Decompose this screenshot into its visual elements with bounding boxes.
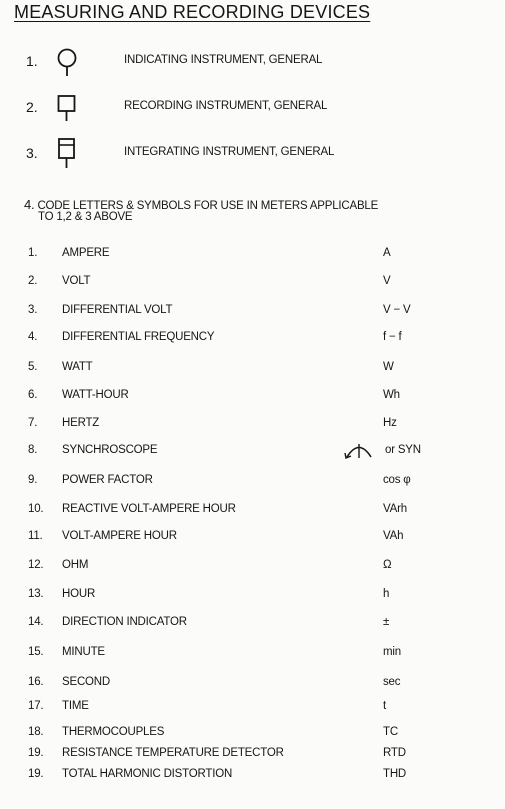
note-line-2: TO 1,2 & 3 ABOVE [38, 211, 133, 223]
code-number: 18. [28, 726, 44, 738]
code-row [0, 585, 505, 607]
symbol-row-recording [0, 89, 505, 129]
code-row [0, 765, 505, 787]
symbol-description: INDICATING INSTRUMENT, GENERAL [124, 54, 323, 66]
code-symbol: A [383, 247, 391, 259]
code-row [0, 643, 505, 665]
code-number: 15. [28, 646, 44, 658]
code-letters-note [24, 199, 378, 223]
code-name: REACTIVE VOLT-AMPERE HOUR [62, 503, 236, 515]
code-name: OHM [62, 559, 89, 571]
code-symbol: Wh [383, 389, 400, 401]
code-row [0, 414, 505, 436]
code-number: 19. [28, 747, 44, 759]
code-symbol: h [383, 588, 390, 600]
code-symbol: RTD [383, 747, 406, 759]
code-symbol: sec [383, 676, 401, 688]
note-line-1: CODE LETTERS & SYMBOLS FOR USE IN METERS APPLICABLE [37, 200, 379, 212]
code-symbol: TC [383, 726, 398, 738]
code-number: 9. [28, 474, 38, 486]
code-number: 17. [28, 700, 44, 712]
code-number: 12. [28, 559, 44, 571]
code-name: RESISTANCE TEMPERATURE DETECTOR [62, 747, 284, 759]
code-name: MINUTE [62, 646, 105, 658]
code-name: AMPERE [62, 247, 110, 259]
code-name: DIFFERENTIAL VOLT [62, 304, 173, 316]
code-name: TIME [62, 700, 89, 712]
code-row [0, 358, 505, 380]
code-symbol: f − f [383, 331, 402, 343]
note-number: 4. [24, 197, 35, 212]
code-number: 11. [28, 530, 43, 542]
code-number: 10. [28, 503, 44, 515]
code-number: 8. [28, 444, 38, 456]
symbol-description: INTEGRATING INSTRUMENT, GENERAL [124, 146, 335, 158]
code-number: 16. [28, 676, 44, 688]
code-name: SECOND [62, 676, 111, 688]
code-name: DIRECTION INDICATOR [62, 616, 187, 628]
code-name: HERTZ [62, 417, 100, 429]
code-name: WATT-HOUR [62, 389, 129, 401]
code-name: WATT [62, 361, 93, 373]
code-row [0, 441, 505, 463]
code-symbol: min [383, 646, 401, 658]
code-number: 4. [28, 331, 38, 343]
code-row [0, 272, 505, 294]
code-number: 2. [28, 275, 38, 287]
code-symbol: cos φ [383, 474, 411, 486]
synchroscope-text: or SYN [385, 444, 421, 457]
code-symbol: W [383, 361, 394, 373]
code-number: 7. [28, 417, 38, 429]
code-row [0, 697, 505, 719]
code-name: THERMOCOUPLES [62, 726, 165, 738]
code-symbol [341, 440, 421, 460]
code-symbol: V [383, 275, 391, 287]
integrating-instrument-icon [52, 135, 82, 175]
code-symbol: THD [383, 768, 407, 780]
code-number: 19. [28, 768, 44, 780]
circle-instrument-icon [52, 43, 82, 83]
code-symbol: t [383, 700, 386, 712]
code-row [0, 386, 505, 408]
code-symbol: VAh [383, 530, 404, 542]
code-symbol: Ω [383, 559, 392, 571]
symbol-row-integrating [0, 135, 505, 175]
symbol-number: 1. [26, 53, 38, 69]
code-row [0, 613, 505, 635]
code-row [0, 556, 505, 578]
code-name: VOLT-AMPERE HOUR [62, 530, 177, 542]
code-number: 5. [28, 361, 38, 373]
code-name: POWER FACTOR [62, 474, 153, 486]
code-row [0, 244, 505, 266]
code-row [0, 471, 505, 493]
code-number: 1. [28, 247, 38, 259]
code-row [0, 500, 505, 522]
page-title: MEASURING AND RECORDING DEVICES [14, 2, 371, 22]
symbol-number: 3. [26, 145, 38, 161]
symbol-description: RECORDING INSTRUMENT, GENERAL [124, 100, 328, 112]
code-row [0, 301, 505, 323]
code-name: SYNCHROSCOPE [62, 444, 158, 456]
square-instrument-icon [52, 89, 82, 129]
code-name: VOLT [62, 275, 91, 287]
code-number: 6. [28, 389, 38, 401]
code-symbol: Hz [383, 417, 397, 429]
symbol-row-indicating [0, 43, 505, 83]
code-number: 13. [28, 588, 44, 600]
code-row [0, 328, 505, 350]
code-symbol: V − V [383, 304, 411, 316]
symbol-number: 2. [26, 99, 38, 115]
code-name: TOTAL HARMONIC DISTORTION [62, 768, 233, 780]
code-row [0, 673, 505, 695]
code-row [0, 723, 505, 745]
code-number: 14. [28, 616, 44, 628]
code-row [0, 744, 505, 766]
code-symbol: ± [383, 616, 390, 628]
code-name: HOUR [62, 588, 96, 600]
code-symbol: VArh [383, 503, 407, 515]
synchroscope-arc-icon [341, 440, 381, 460]
code-number: 3. [28, 304, 38, 316]
code-row [0, 527, 505, 549]
code-name: DIFFERENTIAL FREQUENCY [62, 331, 215, 343]
